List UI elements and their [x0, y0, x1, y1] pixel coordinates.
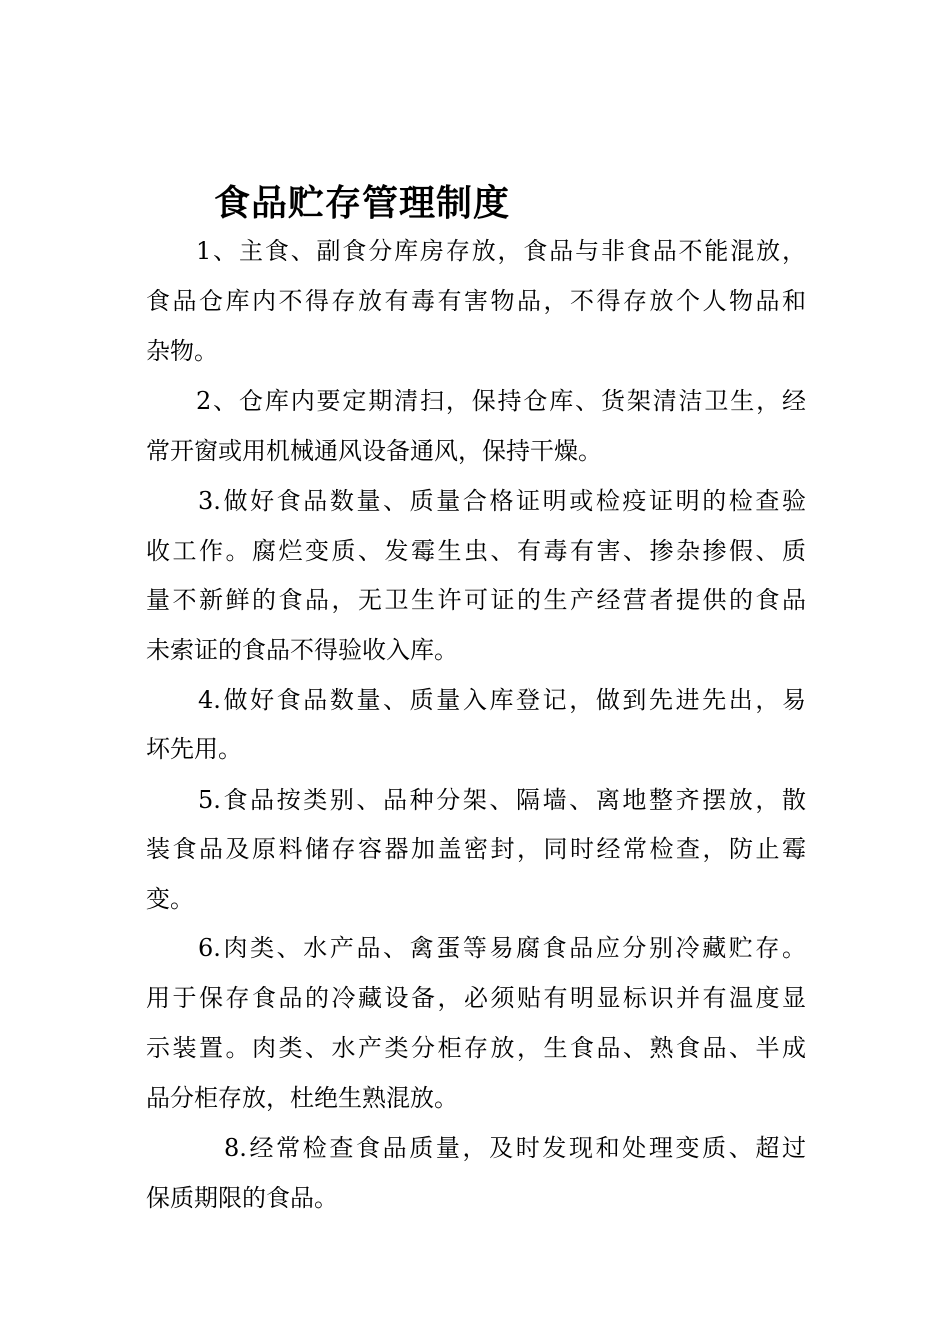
rule-8-line-2: 保质期限的食品。	[146, 1184, 338, 1212]
rule-4-line-2: 坏先用。	[146, 735, 242, 763]
rule-3-line-4: 未索证的食品不得验收入库。	[146, 636, 458, 664]
rule-2-line-2: 常开窗或用机械通风设备通风，保持干燥。	[146, 437, 602, 465]
rule-6-line-1: 6.肉类、水产品、禽蛋等易腐食品应分别冷藏贮存。	[198, 934, 806, 962]
rule-2-line-1: 2、仓库内要定期清扫，保持仓库、货架清洁卫生，经	[196, 387, 806, 415]
rule-6-line-3: 示装置。肉类、水产类分柜存放，生食品、熟食品、半成	[146, 1034, 806, 1062]
rule-5-line-1: 5.食品按类别、品种分架、隔墙、离地整齐摆放，散	[198, 786, 806, 814]
rule-1-line-1: 1、主食、副食分库房存放，食品与非食品不能混放，	[196, 237, 806, 265]
rule-3-line-3: 量不新鲜的食品，无卫生许可证的生产经营者提供的食品	[146, 586, 806, 614]
document-title: 食品贮存管理制度	[214, 182, 511, 224]
rule-5-line-2: 装食品及原料储存容器加盖密封，同时经常检查，防止霉	[146, 835, 806, 863]
rule-6-line-2: 用于保存食品的冷藏设备，必须贴有明显标识并有温度显	[146, 984, 806, 1012]
rule-3-line-2: 收工作。腐烂变质、发霉生虫、有毒有害、掺杂掺假、质	[146, 537, 806, 565]
rule-1-line-2: 食品仓库内不得存放有毒有害物品，不得存放个人物品和	[146, 287, 806, 315]
rule-3-line-1: 3.做好食品数量、质量合格证明或检疫证明的检查验	[198, 487, 806, 515]
rule-6-line-4: 品分柜存放，杜绝生熟混放。	[146, 1084, 458, 1112]
rule-4-line-1: 4.做好食品数量、质量入库登记，做到先进先出，易	[198, 686, 806, 714]
rule-1-line-3: 杂物。	[146, 337, 218, 365]
rule-8-line-1: 8.经常检查食品质量，及时发现和处理变质、超过	[224, 1134, 806, 1162]
rule-5-line-3: 变。	[146, 885, 194, 913]
